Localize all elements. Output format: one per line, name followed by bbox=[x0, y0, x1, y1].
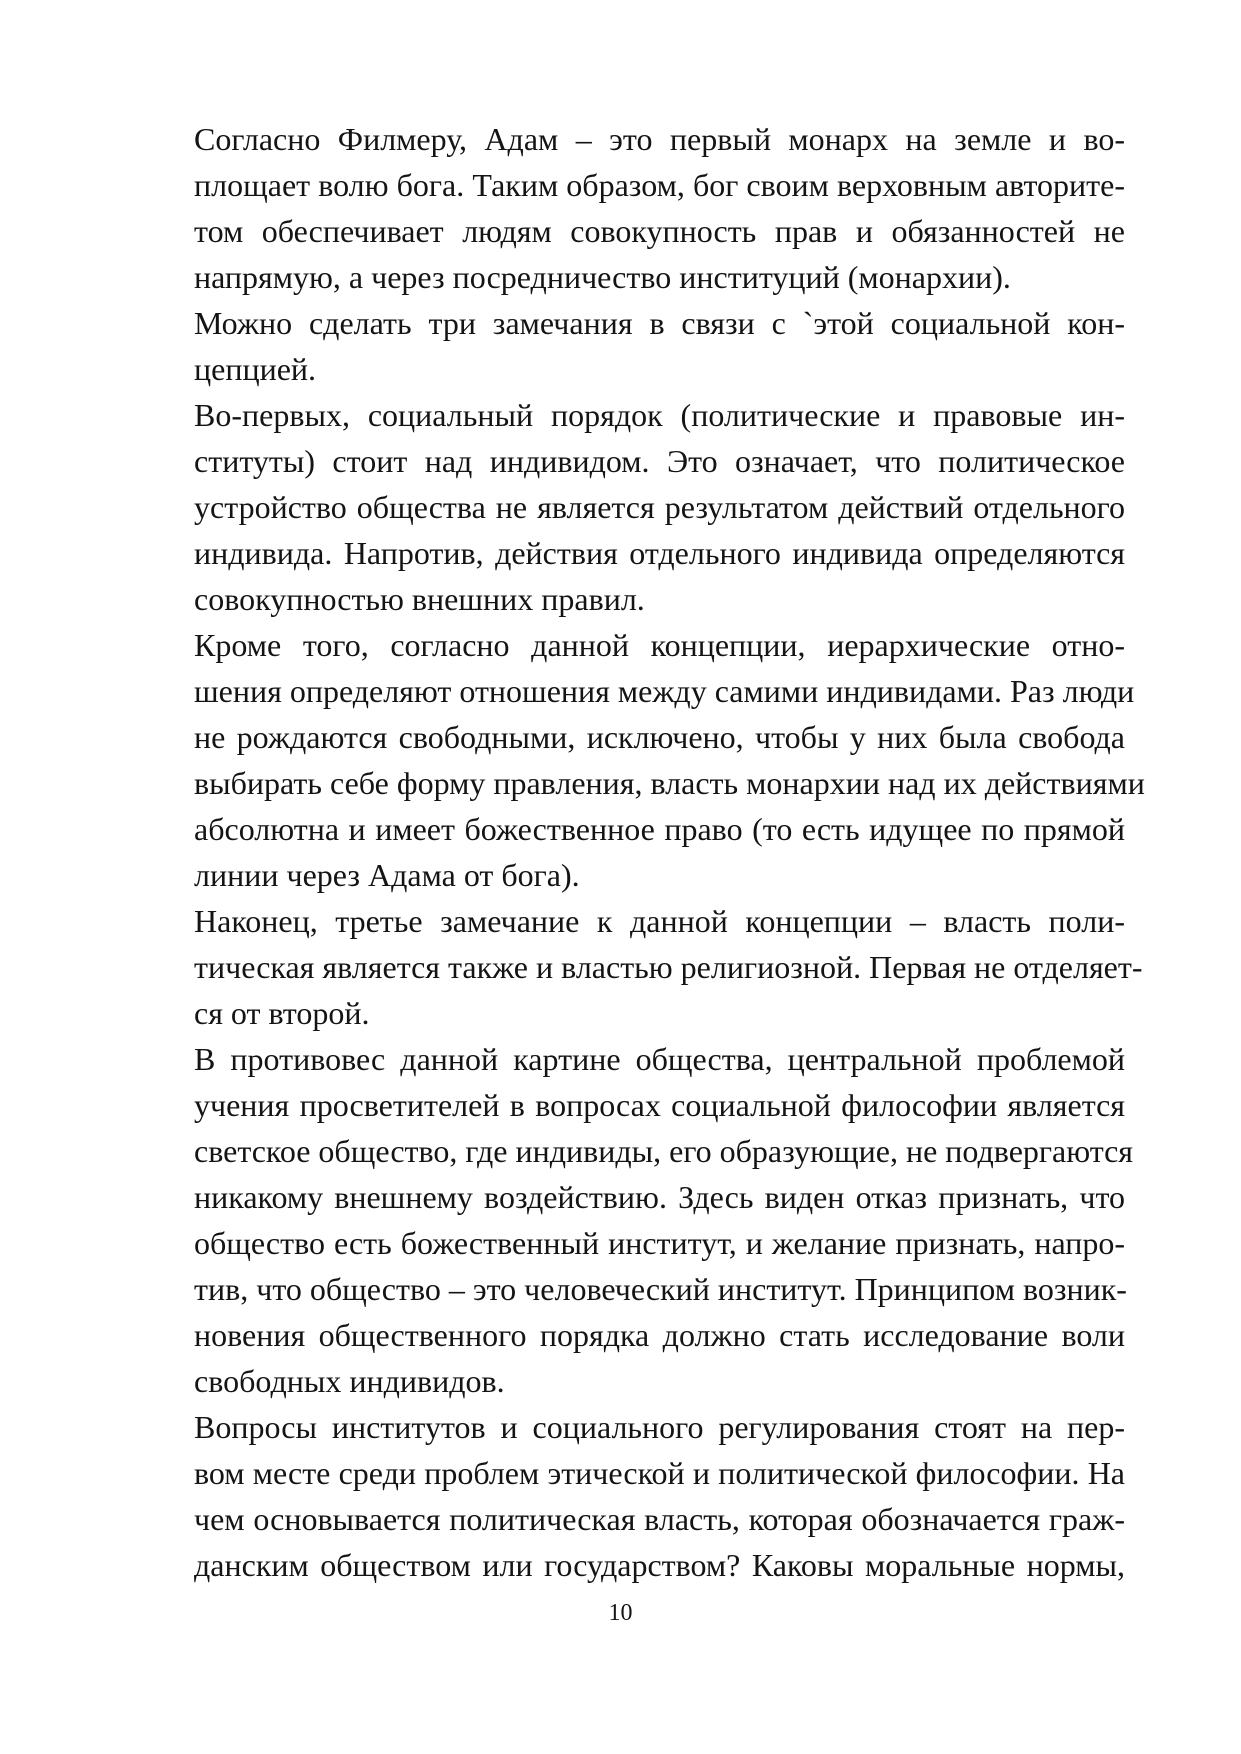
text-line: цепцией. bbox=[194, 351, 317, 387]
text-line: абсолютна и имеет божественное право (то есть идущее по прямой bbox=[194, 811, 1125, 847]
text-line: не рождаются свободными, исключено, чтобы у них была свобода bbox=[194, 719, 1125, 755]
text-line: напрямую, а через посредничество институций (монархии). bbox=[194, 259, 1011, 295]
text-line: общество есть божественный институт, и желание признать, напро- bbox=[194, 1225, 1125, 1261]
text-line: ституты) стоит над индивидом. Это означает, что политическое bbox=[194, 443, 1125, 479]
text-line: шения определяют отношения между самими индивидами. Раз люди bbox=[194, 673, 1135, 709]
text-line: индивида. Напротив, действия отдельного индивида определяются bbox=[194, 535, 1125, 571]
paragraph-1 bbox=[120, 116, 1125, 300]
text-line: совокупностью внешних правил. bbox=[194, 581, 645, 617]
text-line: вом месте среди проблем этической и политической философии. На bbox=[194, 1455, 1125, 1491]
text-line: никакому внешнему воздействию. Здесь виден отказ признать, что bbox=[194, 1179, 1125, 1215]
paragraph-2 bbox=[120, 300, 1125, 392]
text-line: данским обществом или государством? Каковы моральные нормы, bbox=[194, 1547, 1125, 1583]
paragraph-3 bbox=[120, 392, 1125, 622]
body-text bbox=[120, 116, 1145, 1588]
text-line: Согласно Филмеру, Адам – это первый монарх на земле и во- bbox=[194, 121, 1125, 157]
text-line: Вопросы институтов и социального регулирования стоят на пер- bbox=[194, 1409, 1125, 1445]
text-line: учения просветителей в вопросах социальной философии является bbox=[194, 1087, 1125, 1123]
paragraph-5 bbox=[120, 898, 1143, 1036]
paragraph-7 bbox=[120, 1404, 1125, 1588]
text-line: тическая является также и властью религиозной. Первая не отделяет- bbox=[194, 949, 1143, 985]
text-line: Можно сделать три замечания в связи с `этой социальной кон- bbox=[194, 305, 1125, 341]
text-line: В противовес данной картине общества, центральной проблемой bbox=[194, 1041, 1125, 1077]
text-line: площает волю бога. Таким образом, бог своим верховным авторите- bbox=[194, 167, 1125, 203]
text-line: чем основывается политическая власть, которая обозначается граж- bbox=[194, 1501, 1125, 1537]
paragraph-4 bbox=[120, 622, 1145, 898]
text-line: ся от второй. bbox=[194, 995, 370, 1031]
text-line: тив, что общество – это человеческий институт. Принципом возник- bbox=[194, 1271, 1127, 1307]
text-line: новения общественного порядка должно стать исследование воли bbox=[194, 1317, 1125, 1353]
text-line: Кроме того, согласно данной концепции, иерархические отно- bbox=[194, 627, 1125, 663]
text-line: светское общество, где индивиды, его образующие, не подвергаются bbox=[194, 1133, 1134, 1169]
text-line: том обеспечивает людям совокупность прав и обязанностей не bbox=[194, 213, 1125, 249]
text-line: свободных индивидов. bbox=[194, 1363, 505, 1399]
text-line: устройство общества не является результатом действий отдельного bbox=[194, 489, 1125, 525]
text-line: выбирать себе форму правления, власть монархии над их действиями bbox=[194, 765, 1145, 801]
page-number: 10 bbox=[608, 1600, 633, 1626]
text-line: линии через Адама от бога). bbox=[194, 857, 580, 893]
paragraph-6 bbox=[120, 1036, 1134, 1404]
text-line: Наконец, третье замечание к данной концепции – власть поли- bbox=[194, 903, 1125, 939]
text-line: Во-первых, социальный порядок (политические и правовые ин- bbox=[194, 397, 1125, 433]
